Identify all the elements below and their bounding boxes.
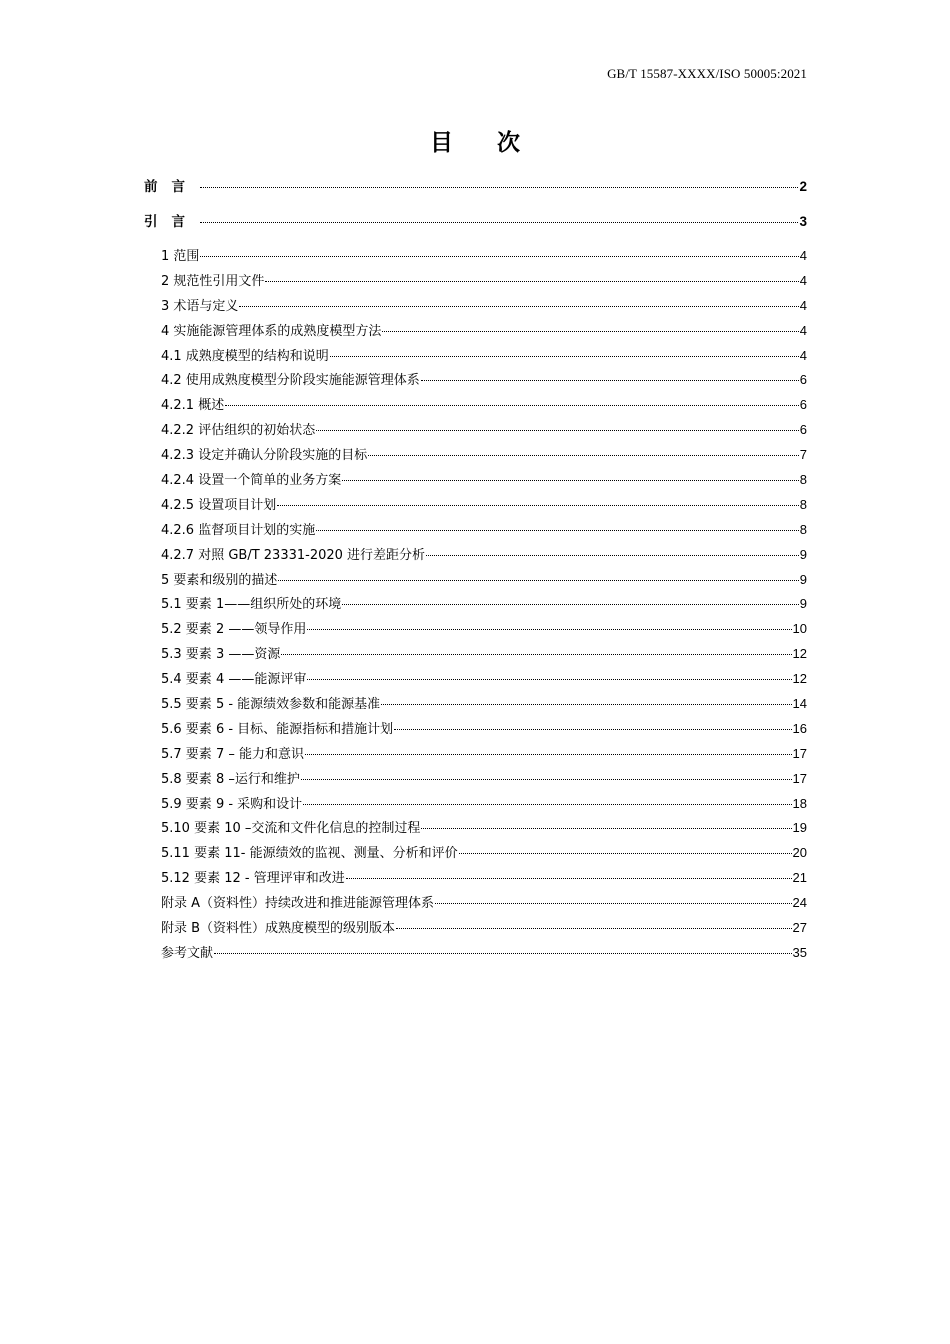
toc-entry-label: 5.3 要素 3 ——资源 bbox=[161, 647, 281, 663]
toc-entry-label: 4.2.2 评估组织的初始状态 bbox=[161, 423, 316, 439]
toc-entry-label: 4.2.7 对照 GB/T 23331-2020 进行差距分析 bbox=[161, 547, 426, 563]
toc-entry[interactable] bbox=[144, 767, 807, 792]
toc-entry[interactable] bbox=[144, 891, 807, 916]
toc-dot-leader bbox=[281, 648, 791, 655]
toc-entry-label: 2 规范性引用文件 bbox=[161, 273, 265, 289]
toc-dot-leader bbox=[346, 872, 792, 879]
toc-entry[interactable] bbox=[144, 294, 807, 319]
toc-entry[interactable] bbox=[144, 443, 807, 468]
toc-entry[interactable] bbox=[144, 568, 807, 593]
toc-entry[interactable] bbox=[144, 368, 807, 393]
toc-entry-label: 1 范围 bbox=[161, 249, 200, 264]
toc-entry-label: 4.2.3 设定并确认分阶段实施的目标 bbox=[161, 448, 368, 464]
toc-entry-page-number: 4 bbox=[799, 322, 807, 338]
toc-entry-label: 4.1 成熟度模型的结构和说明 bbox=[161, 348, 329, 364]
toc-entry-page-number: 4 bbox=[799, 272, 807, 288]
toc-entry-page-number: 3 bbox=[799, 214, 807, 229]
page-title: 目次 bbox=[430, 130, 564, 156]
toc-entry-page-number: 4 bbox=[799, 297, 807, 313]
toc-entry[interactable] bbox=[144, 518, 807, 543]
toc-entry-label: 4.2 使用成熟度模型分阶段实施能源管理体系 bbox=[161, 373, 420, 389]
toc-entry[interactable] bbox=[144, 667, 807, 692]
toc-entry-label: 4.2.1 概述 bbox=[161, 398, 225, 414]
toc-entry-page-number: 6 bbox=[799, 372, 807, 388]
toc-entry-label: 5.1 要素 1——组织所处的环境 bbox=[161, 597, 342, 613]
toc-dot-leader bbox=[421, 374, 799, 381]
toc-dot-leader bbox=[381, 698, 791, 705]
toc-entry[interactable] bbox=[144, 344, 807, 369]
toc-entry-page-number: 8 bbox=[799, 496, 807, 512]
toc-entry-label: 5.7 要素 7 – 能力和意识 bbox=[161, 746, 304, 762]
toc-entry[interactable] bbox=[144, 916, 807, 941]
toc-entry-page-number: 12 bbox=[792, 646, 807, 662]
toc-entry-page-number: 27 bbox=[792, 920, 807, 936]
toc-dot-leader bbox=[200, 181, 798, 188]
toc-dot-leader bbox=[278, 574, 798, 581]
toc-dot-leader bbox=[316, 424, 799, 431]
toc-entry-label: 5.10 要素 10 –交流和文件化信息的控制过程 bbox=[161, 821, 421, 837]
toc-entry[interactable] bbox=[144, 393, 807, 418]
toc-entry[interactable] bbox=[144, 717, 807, 742]
toc-entry-label: 前言 bbox=[144, 179, 199, 195]
toc-entry-page-number: 16 bbox=[792, 720, 807, 736]
toc-dot-leader bbox=[265, 275, 798, 282]
toc-entry-page-number: 17 bbox=[792, 770, 807, 786]
toc-entry-page-number: 9 bbox=[799, 596, 807, 612]
toc-dot-leader bbox=[214, 947, 792, 954]
toc-entry-page-number: 18 bbox=[792, 795, 807, 811]
toc-entry-label: 5.8 要素 8 –运行和维护 bbox=[161, 771, 300, 787]
toc-dot-leader bbox=[342, 598, 799, 605]
toc-dot-leader bbox=[200, 216, 798, 223]
toc-dot-leader bbox=[239, 300, 798, 307]
toc-dot-leader bbox=[342, 474, 799, 481]
toc-dot-leader bbox=[382, 325, 798, 332]
toc-entry-label: 3 术语与定义 bbox=[161, 298, 239, 314]
toc-entry-page-number: 8 bbox=[799, 472, 807, 488]
toc-entry[interactable] bbox=[144, 543, 807, 568]
toc-entry[interactable] bbox=[144, 319, 807, 344]
toc-dot-leader bbox=[305, 748, 792, 755]
toc-entry-label: 5.4 要素 4 ——能源评审 bbox=[161, 672, 307, 688]
toc-entry-page-number: 20 bbox=[792, 845, 807, 861]
toc-entry-label: 4.2.4 设置一个简单的业务方案 bbox=[161, 473, 342, 489]
toc-entry-label: 4 实施能源管理体系的成熟度模型方法 bbox=[161, 323, 382, 339]
toc-entry[interactable] bbox=[144, 941, 807, 966]
toc-entry-label: 5.9 要素 9 - 采购和设计 bbox=[161, 796, 303, 812]
toc-entry[interactable] bbox=[144, 792, 807, 817]
table-of-contents bbox=[144, 174, 807, 966]
toc-entry[interactable] bbox=[144, 209, 807, 244]
toc-entry-page-number: 6 bbox=[799, 397, 807, 413]
toc-entry-page-number: 35 bbox=[792, 944, 807, 960]
toc-dot-leader bbox=[330, 350, 799, 357]
toc-entry[interactable] bbox=[144, 642, 807, 667]
toc-entry-page-number: 19 bbox=[792, 820, 807, 836]
toc-entry-page-number: 17 bbox=[792, 745, 807, 761]
toc-entry-label: 5.12 要素 12 - 管理评审和改进 bbox=[161, 871, 345, 887]
toc-entry[interactable] bbox=[144, 269, 807, 294]
toc-dot-leader bbox=[396, 922, 791, 929]
toc-entry-label: 5.2 要素 2 ——领导作用 bbox=[161, 622, 307, 638]
toc-entry-label: 附录 A（资料性）持续改进和推进能源管理体系 bbox=[161, 896, 435, 912]
toc-dot-leader bbox=[301, 773, 792, 780]
toc-entry-page-number: 4 bbox=[799, 347, 807, 363]
toc-entry[interactable] bbox=[144, 468, 807, 493]
toc-entry-label: 5.11 要素 11- 能源绩效的监视、测量、分析和评价 bbox=[161, 846, 458, 862]
toc-entry-page-number: 4 bbox=[799, 248, 807, 263]
toc-entry[interactable] bbox=[144, 742, 807, 767]
toc-entry[interactable] bbox=[144, 692, 807, 717]
standard-code: GB/T 15587-XXXX/ISO 50005:2021 bbox=[607, 66, 807, 81]
toc-entry-page-number: 7 bbox=[799, 447, 807, 463]
toc-entry-page-number: 12 bbox=[792, 671, 807, 687]
toc-entry[interactable] bbox=[144, 493, 807, 518]
toc-entry-page-number: 2 bbox=[799, 179, 807, 194]
toc-entry-page-number: 14 bbox=[792, 696, 807, 712]
toc-entry[interactable] bbox=[144, 841, 807, 866]
toc-entry-page-number: 8 bbox=[799, 521, 807, 537]
toc-entry-label: 引言 bbox=[144, 214, 199, 230]
toc-entry-label: 参考文献 bbox=[161, 945, 214, 961]
toc-dot-leader bbox=[307, 673, 791, 680]
toc-entry-page-number: 9 bbox=[799, 571, 807, 587]
toc-dot-leader bbox=[421, 822, 791, 829]
toc-dot-leader bbox=[394, 723, 791, 730]
toc-entry[interactable] bbox=[144, 592, 807, 617]
toc-entry[interactable] bbox=[144, 418, 807, 443]
toc-entry-label: 5.6 要素 6 - 目标、能源指标和措施计划 bbox=[161, 721, 394, 737]
toc-entry-page-number: 6 bbox=[799, 422, 807, 438]
toc-dot-leader bbox=[307, 623, 791, 630]
toc-entry[interactable] bbox=[144, 816, 807, 841]
toc-dot-leader bbox=[435, 897, 792, 904]
toc-dot-leader bbox=[368, 449, 799, 456]
toc-entry-page-number: 24 bbox=[792, 895, 807, 911]
toc-dot-leader bbox=[426, 549, 799, 556]
toc-entry-page-number: 10 bbox=[792, 621, 807, 637]
toc-dot-leader bbox=[459, 847, 792, 854]
toc-entry[interactable] bbox=[144, 244, 807, 269]
toc-entry-label: 附录 B（资料性）成熟度模型的级别版本 bbox=[161, 921, 396, 937]
toc-dot-leader bbox=[277, 499, 799, 506]
toc-dot-leader bbox=[200, 250, 798, 257]
toc-entry-label: 4.2.6 监督项目计划的实施 bbox=[161, 522, 316, 538]
toc-dot-leader bbox=[225, 399, 799, 406]
toc-entry-page-number: 21 bbox=[792, 870, 807, 886]
toc-dot-leader bbox=[316, 524, 799, 531]
toc-entry[interactable] bbox=[144, 866, 807, 891]
toc-entry[interactable] bbox=[144, 617, 807, 642]
toc-entry-page-number: 9 bbox=[799, 546, 807, 562]
toc-entry-label: 5 要素和级别的描述 bbox=[161, 572, 278, 588]
toc-entry-label: 5.5 要素 5 - 能源绩效参数和能源基准 bbox=[161, 697, 381, 713]
toc-entry[interactable] bbox=[144, 174, 807, 209]
toc-dot-leader bbox=[303, 798, 791, 805]
toc-entry-label: 4.2.5 设置项目计划 bbox=[161, 497, 277, 513]
